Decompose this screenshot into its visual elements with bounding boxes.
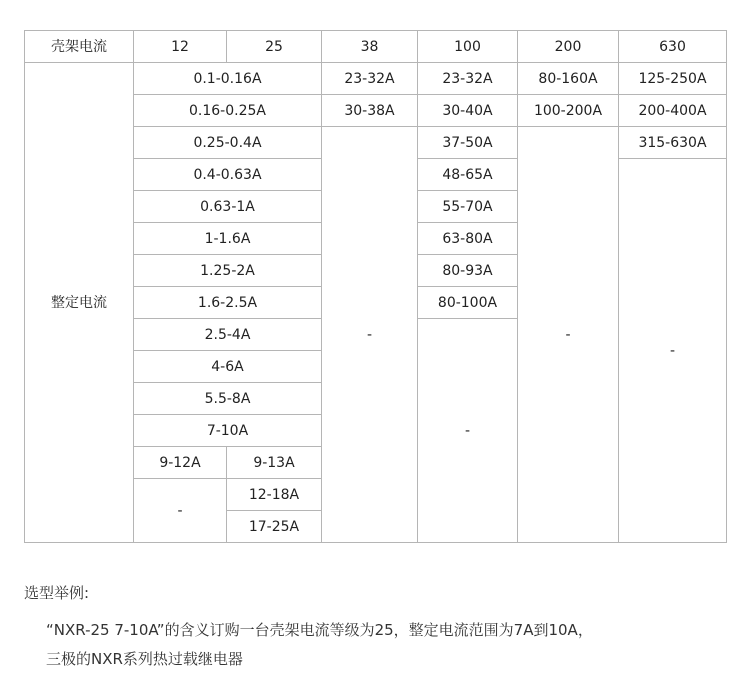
frame-630-header: 630 <box>619 31 727 63</box>
empty-cell: - <box>619 159 727 543</box>
example-title: 选型举例: <box>24 584 90 602</box>
range-cell: 0.16-0.25A <box>134 95 322 127</box>
range-cell: 9-13A <box>227 447 322 479</box>
range-cell: 55-70A <box>418 191 518 223</box>
range-cell: 80-100A <box>418 287 518 319</box>
example-text-line-2: 三极的NXR系列热过载继电器 <box>46 650 243 668</box>
range-cell: 23-32A <box>322 63 418 95</box>
frame-current-header: 壳架电流 <box>25 31 134 63</box>
header-row <box>25 31 727 63</box>
range-cell: 7-10A <box>134 415 322 447</box>
frame-12-header: 12 <box>134 31 227 63</box>
empty-cell: - <box>518 127 619 543</box>
selection-table <box>24 30 727 543</box>
range-cell: 4-6A <box>134 351 322 383</box>
range-cell: 0.63-1A <box>134 191 322 223</box>
range-cell: 9-12A <box>134 447 227 479</box>
range-cell: 1-1.6A <box>134 223 322 255</box>
empty-cell: - <box>134 479 227 543</box>
range-cell: 315-630A <box>619 127 727 159</box>
range-cell: 200-400A <box>619 95 727 127</box>
example-text-line-1: “NXR-25 7-10A”的含义订购一台壳架电流等级为25，整定电流范围为7A到10A， <box>46 621 593 639</box>
range-cell: 1.25-2A <box>134 255 322 287</box>
range-cell: 1.6-2.5A <box>134 287 322 319</box>
range-cell: 37-50A <box>418 127 518 159</box>
range-cell: 23-32A <box>418 63 518 95</box>
frame-25-header: 25 <box>227 31 322 63</box>
range-cell: 12-18A <box>227 479 322 511</box>
range-cell: 2.5-4A <box>134 319 322 351</box>
range-cell: 0.4-0.63A <box>134 159 322 191</box>
range-cell: 80-93A <box>418 255 518 287</box>
range-cell: 100-200A <box>518 95 619 127</box>
range-cell: 17-25A <box>227 511 322 543</box>
frame-100-header: 100 <box>418 31 518 63</box>
range-cell: 63-80A <box>418 223 518 255</box>
empty-cell: - <box>418 319 518 543</box>
range-cell: 48-65A <box>418 159 518 191</box>
empty-cell: - <box>322 127 418 543</box>
range-cell: 0.1-0.16A <box>134 63 322 95</box>
range-cell: 30-40A <box>418 95 518 127</box>
range-cell: 5.5-8A <box>134 383 322 415</box>
range-cell: 0.25-0.4A <box>134 127 322 159</box>
frame-200-header: 200 <box>518 31 619 63</box>
table-row <box>25 63 727 95</box>
frame-38-header: 38 <box>322 31 418 63</box>
setting-current-header: 整定电流 <box>25 63 134 543</box>
range-cell: 80-160A <box>518 63 619 95</box>
range-cell: 30-38A <box>322 95 418 127</box>
range-cell: 125-250A <box>619 63 727 95</box>
